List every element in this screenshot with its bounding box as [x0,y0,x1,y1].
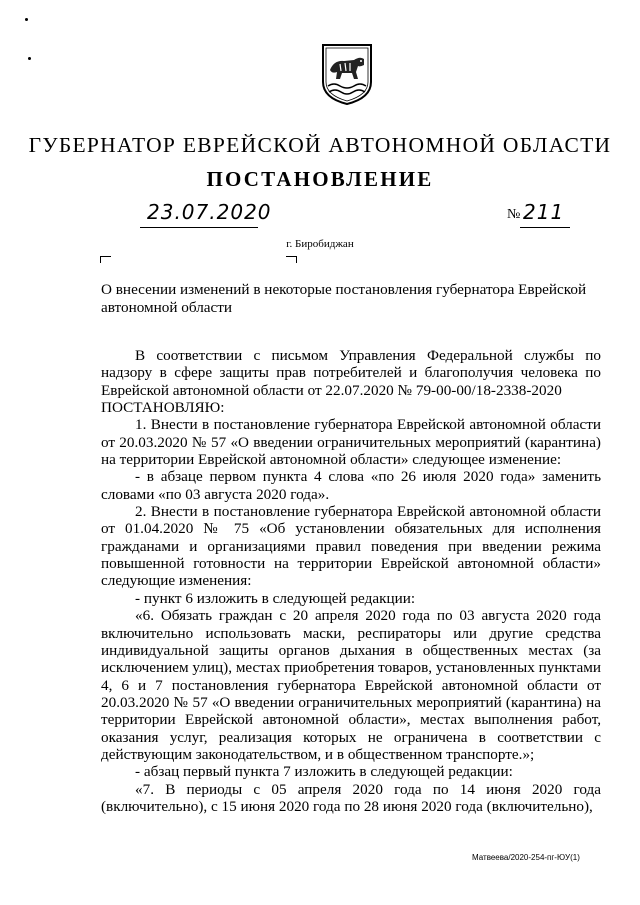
date-underline [140,227,258,228]
body-paragraph: «7. В периоды с 05 апреля 2020 года по 14 июня 2020 года (включительно), с 15 июня 2020 года по 28 июня 2020 года (включительно), [101,780,601,815]
governor-title: ГУБЕРНАТОР ЕВРЕЙСКОЙ АВТОНОМНОЙ ОБЛАСТИ [28,133,612,157]
right-corner-mark [286,256,297,263]
number-sign: № [507,207,521,222]
scan-mark [25,18,28,21]
document-body [101,347,601,815]
body-paragraph: «6. Обязать граждан с 20 апреля 2020 года по 03 августа 2020 года включительно использовать маски, респираторы или другие средства индивидуальной защиты органов дыхания в общественных местах (за исключением улиц), местах приобретения товаров, установленных пунктами 4, 6 и 7 постановления губернатора Еврейской автономной области от 20.03.2020 № 57 «О введении ограничительных мероприятий (карантина) на территории Еврейской автономной области», местах выполнения работ, оказания услуг, реализация которых не ограничена в соответствии с действующим законодательством, и в общественном транспорте.»; [101,607,601,763]
left-corner-mark [100,256,111,263]
document-subject: О внесении изменений в некоторые постановления губернатора Еврейской автономной области [101,281,587,316]
body-paragraph: - пункт 6 изложить в следующей редакции: [135,589,416,607]
number-underline [520,227,570,228]
body-paragraph: - в абзаце первом пункта 4 слова «по 26 июля 2020 года» заменить словами «по 03 августа 2020 года». [101,468,601,503]
document-type-heading: ПОСТАНОВЛЕНИЕ [206,167,434,191]
body-paragraph: 2. Внести в постановление губернатора Еврейской автономной области от 01.04.2020 № 75 «Об установлении обязательных для исполнения гражданами и организациями правил поведения при введении режима повышенной готовности на территории Еврейской автономной области» следующие изменения: [101,503,601,590]
scan-mark [28,57,31,60]
coat-of-arms-icon [320,42,374,106]
body-paragraph: ПОСТАНОВЛЯЮ: [101,399,225,417]
body-paragraph: 1. Внести в постановление губернатора Еврейской автономной области от 20.03.2020 № 57 «О введении ограничительных мероприятий (карантина) на территории Еврейской автономной области» следующее изменение: [101,416,601,469]
body-paragraph: В соответствии с письмом Управления Федеральной службы по надзору в сфере защиты прав потребителей и благополучия человека по Еврейской автономной области от 22.07.2020 № 79-00-00/18-2338-2020 [101,347,601,399]
city-label: г. Биробиджан [286,238,354,250]
body-paragraph: - абзац первый пункта 7 изложить в следующей редакции: [135,763,513,781]
footer-code: Матвеева/2020-254-пг-ЮУ(1) [472,853,580,862]
document-date: 23.07.2020 [147,200,272,224]
document-number: 211 [523,200,565,224]
